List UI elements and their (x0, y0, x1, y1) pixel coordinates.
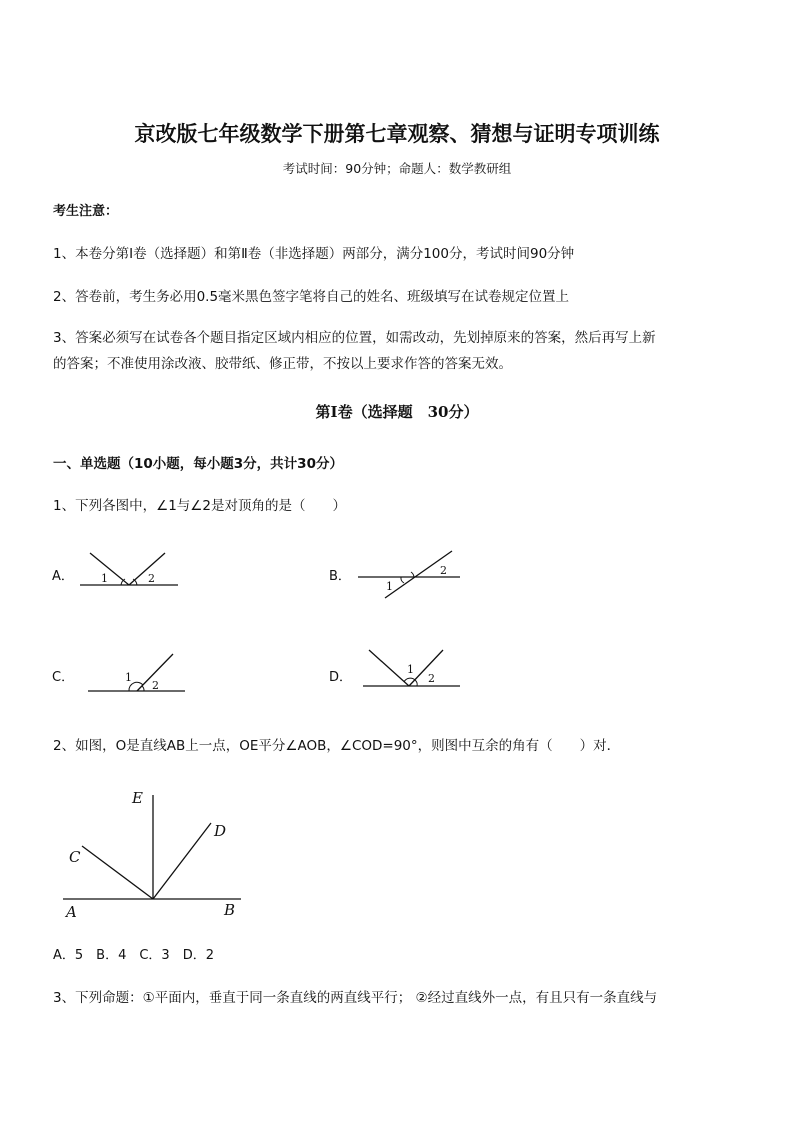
point-b-label: B (224, 901, 236, 919)
question-2-stem: 2、如图，O是直线AB上一点，OE平分∠AOB，∠COD=90°，则图中互余的角有（ ）对． (53, 738, 621, 754)
angle-1-label: 1 (407, 663, 414, 676)
part-heading: 一、单选题（10小题，每小题3分，共计30分） (53, 456, 343, 472)
point-c-label: C (69, 848, 81, 866)
angle-2-label: 2 (152, 679, 159, 692)
notice-item-3-continued: 的答案；不准使用涂改液、胶带纸、修正带，不按以上要求作答的答案无效。 (53, 356, 512, 372)
q1-option-c-label: C． (52, 670, 75, 685)
point-d-label: D (214, 822, 227, 840)
point-e-label: E (132, 789, 143, 807)
question-3-stem: 3、下列命题：①平面内，垂直于同一条直线的两直线平行； ②经过直线外一点，有且只有一条直线与 (53, 990, 658, 1006)
q1-option-b-figure (350, 546, 470, 604)
notice-heading: 考生注意： (53, 204, 119, 219)
q2-figure (60, 785, 250, 925)
angle-1-label: 1 (101, 572, 108, 585)
angle-2-label: 2 (148, 572, 155, 585)
q1-option-b-label: B． (329, 569, 351, 584)
angle-1-label: 1 (125, 671, 132, 684)
exam-info: 考试时间：90分钟；命题人：数学教研组 (282, 161, 512, 176)
angle-2-label: 2 (428, 672, 435, 685)
section-title: 第Ⅰ卷（选择题 30分） (315, 403, 479, 421)
page-title: 京改版七年级数学下册第七章观察、猜想与证明专项训练 (134, 121, 660, 146)
q1-option-d-label: D． (329, 670, 353, 685)
notice-item-2: 2、答卷前，考生务必用0.5毫米黑色签字笔将自己的姓名、班级填写在试卷规定位置上 (53, 289, 570, 305)
q1-option-a-label: A． (52, 569, 74, 584)
question-2-choices: A．5 B．4 C．3 D．2 (53, 948, 214, 963)
angle-1-label: 1 (386, 580, 393, 593)
question-1-stem: 1、下列各图中，∠1与∠2是对顶角的是（ ） (53, 498, 346, 514)
notice-item-3: 3、答案必须写在试卷各个题目指定区域内相应的位置，如需改动，先划掉原来的答案，然后再写上新 (53, 330, 656, 346)
angle-2-label: 2 (440, 564, 447, 577)
point-a-label: A (66, 903, 77, 921)
q1-option-a-figure (70, 548, 190, 593)
q1-option-d-figure (360, 645, 470, 690)
q1-option-c-figure (85, 650, 195, 695)
notice-item-1: 1、本卷分第Ⅰ卷（选择题）和第Ⅱ卷（非选择题）两部分，满分100分，考试时间90分钟 (53, 246, 575, 262)
